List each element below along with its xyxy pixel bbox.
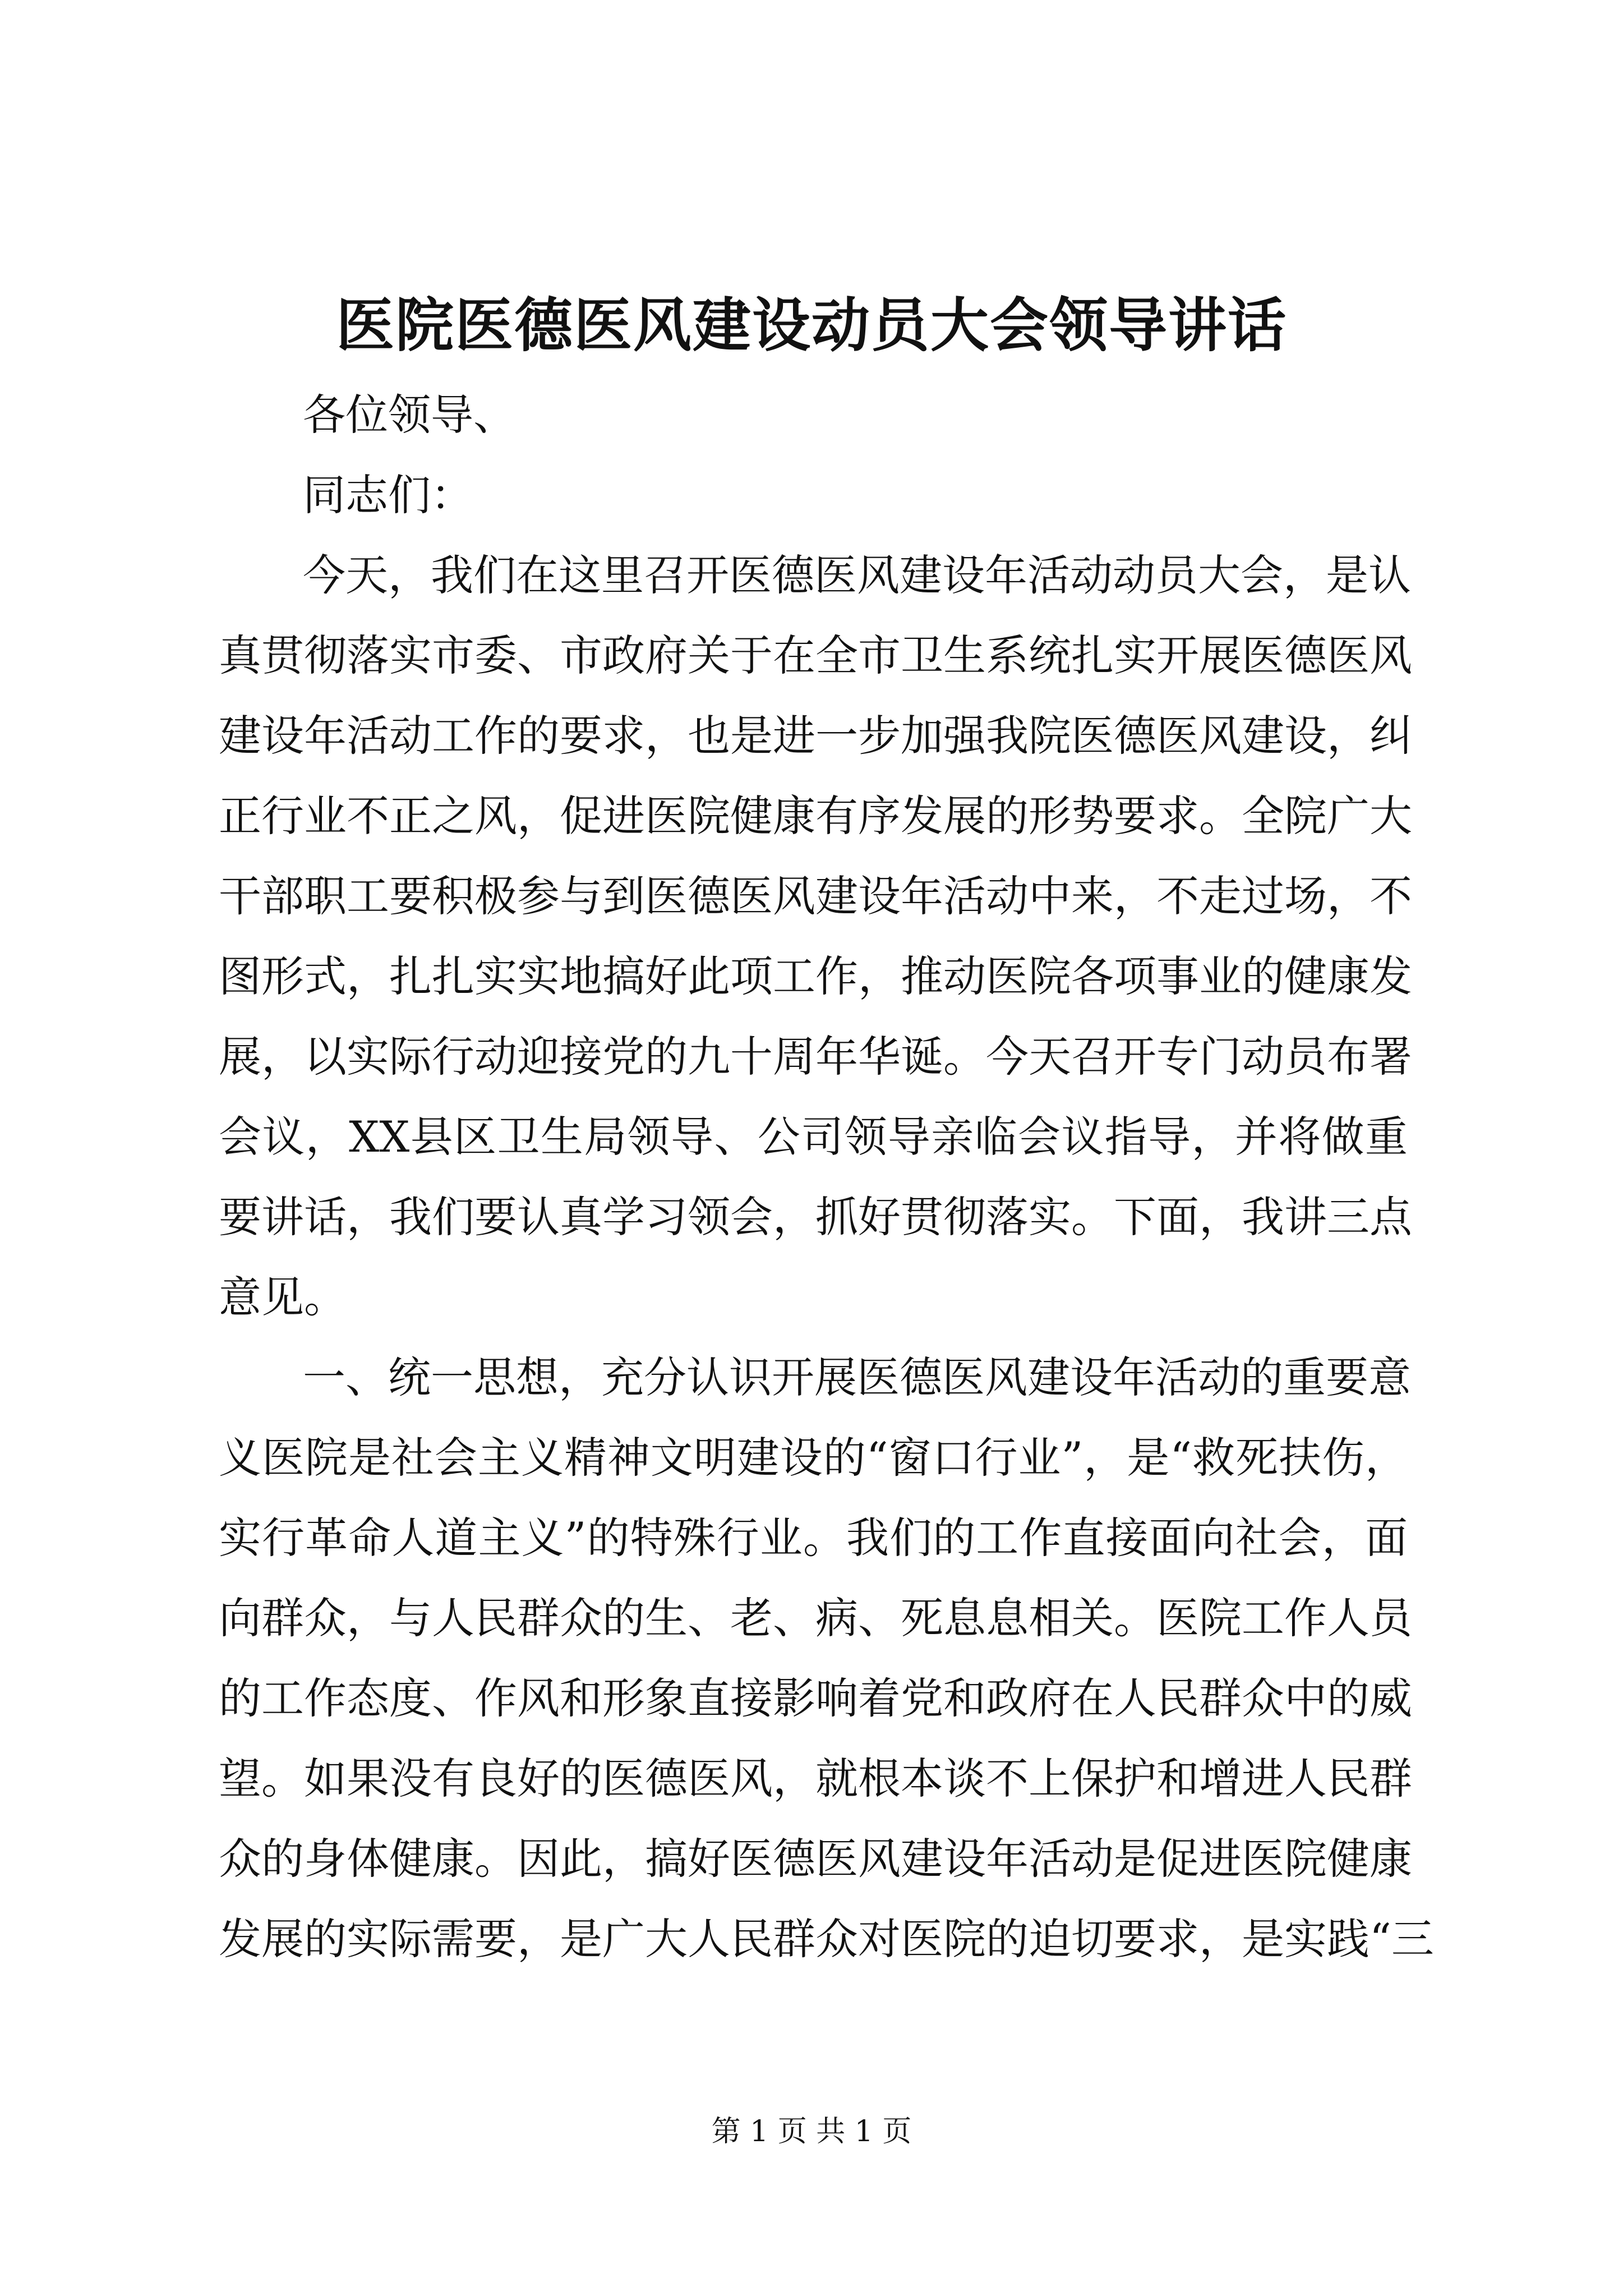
paragraph-line: 义医院是社会主义精神文明建设的“窗口行业”，是“救死扶伤， xyxy=(219,1433,1408,1483)
paragraph-line: 意见。 xyxy=(219,1272,347,1322)
paragraph-line: 建设年活动工作的要求，也是进一步加强我院医德医风建设，纠 xyxy=(219,711,1412,761)
paragraph-line: 图形式，扎扎实实地搞好此项工作，推动医院各项事业的健康发 xyxy=(219,951,1412,1001)
paragraph-line: 望。如果没有良好的医德医风，就根本谈不上保护和增进人民群 xyxy=(219,1754,1412,1803)
paragraph-line: 展，以实际行动迎接党的九十周年华诞。今天召开专门动员布署 xyxy=(219,1032,1412,1082)
paragraph-line: 一、统一思想，充分认识开展医德医风建设年活动的重要意 xyxy=(303,1352,1411,1402)
paragraph-line: 正行业不正之风，促进医院健康有序发展的形势要求。全院广大 xyxy=(219,791,1412,841)
paragraph-line: 的工作态度、作风和形象直接影响着党和政府在人民群众中的威 xyxy=(219,1673,1412,1723)
paragraph-line: 众的身体健康。因此，搞好医德医风建设年活动是促进医院健康 xyxy=(219,1834,1412,1884)
document-title: 医院医德医风建设动员大会领导讲话 xyxy=(335,291,1287,360)
paragraph-line: 会议，XX县区卫生局领导、公司领导亲临会议指导，并将做重 xyxy=(219,1112,1408,1162)
greeting-leaders: 各位领导、 xyxy=(303,390,516,440)
paragraph-line: 要讲话，我们要认真学习领会，抓好贯彻落实。下面，我讲三点 xyxy=(219,1192,1412,1242)
paragraph-line: 向群众，与人民群众的生、老、病、死息息相关。医院工作人员 xyxy=(219,1593,1412,1643)
paragraph-line: 今天，我们在这里召开医德医风建设年活动动员大会，是认 xyxy=(303,550,1411,600)
paragraph-line: 干部职工要积极参与到医德医风建设年活动中来，不走过场，不 xyxy=(219,871,1412,921)
paragraph-line: 发展的实际需要，是广大人民群众对医院的迫切要求，是实践“三 xyxy=(219,1914,1434,1964)
paragraph-line: 真贯彻落实市委、市政府关于在全市卫生系统扎实开展医德医风 xyxy=(219,631,1412,680)
greeting-comrades: 同志们： xyxy=(303,470,473,520)
paragraph-line: 实行革命人道主义”的特殊行业。我们的工作直接面向社会，面 xyxy=(219,1513,1408,1563)
page-number-footer: 第 1 页 共 1 页 xyxy=(711,2115,912,2148)
